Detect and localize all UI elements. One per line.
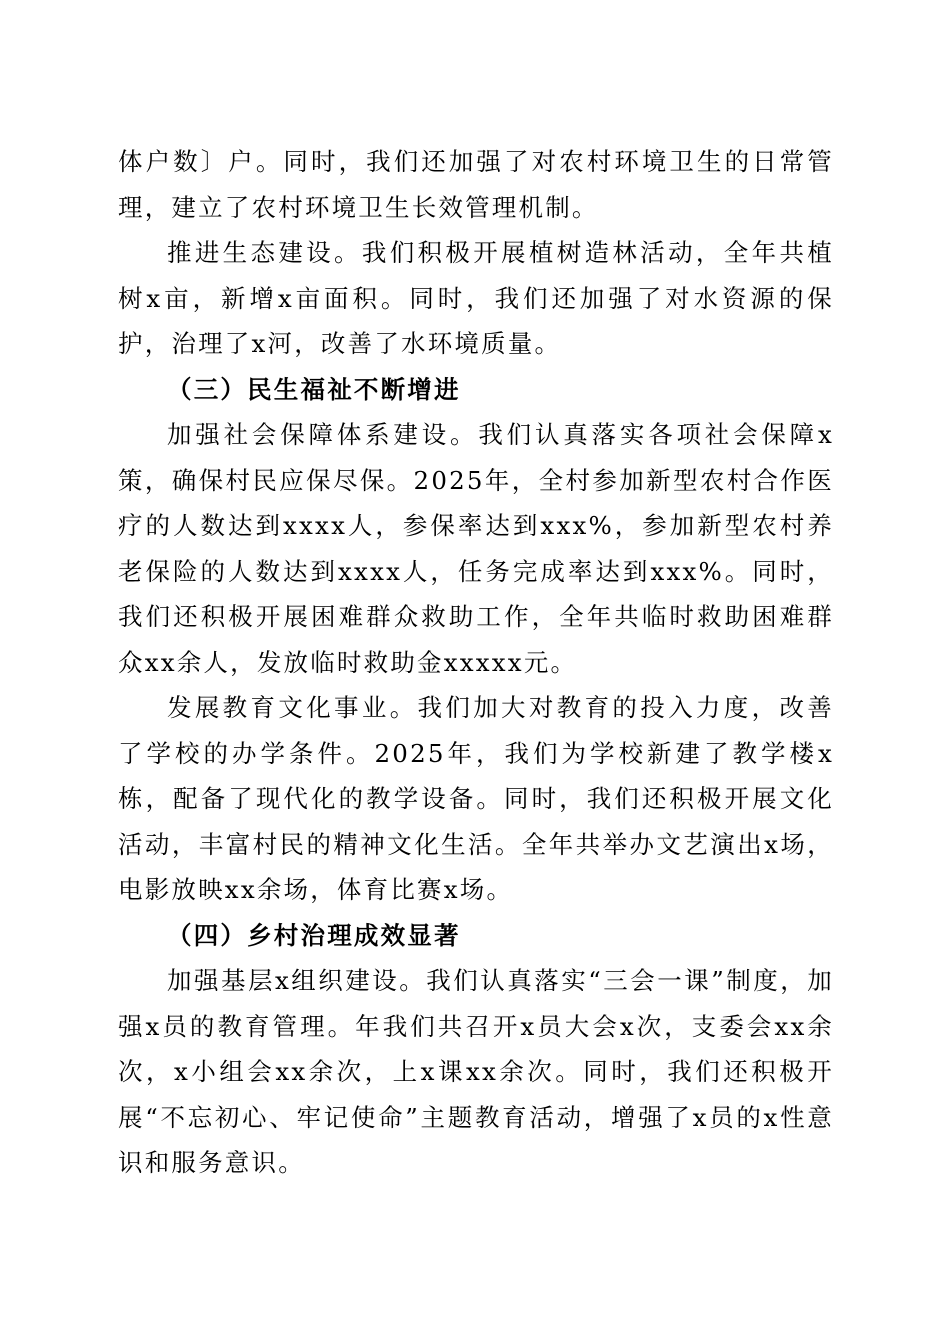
paragraph-rural-sanitation: 体户数〕户。同时，我们还加强了对农村环境卫生的日常管理，建立了农村环境卫生长效管理机制。 [118, 147, 834, 222]
paragraph-social-security: 加强社会保障体系建设。我们认真落实各项社会保障x策，确保村民应保尽保。2025年，全村参加新型农村合作医疗的人数达到xxxx人，参保率达到xxx%，参加新型农村养老保险的人数达到xxxx人，任务完成率达到xxx%。同时，我们还积极开展困难群众救助工作，全年共临时救助困难群众xx余人，发放临时救助金xxxxx元。 [118, 420, 834, 677]
paragraph-education-culture: 发展教育文化事业。我们加大对教育的投入力度，改善了学校的办学条件。2025年，我们为学校新建了教学楼x栋，配备了现代化的教学设备。同时，我们还积极开展文化活动，丰富村民的精神文化生活。全年共举办文艺演出x场，电影放映xx余场，体育比赛x场。 [118, 693, 834, 904]
paragraph-ecology: 推进生态建设。我们积极开展植树造林活动，全年共植树x亩，新增x亩面积。同时，我们还加强了对水资源的保护，治理了x河，改善了水环境质量。 [118, 238, 834, 358]
section-heading-governance: （四）乡村治理成效显著 [167, 920, 461, 950]
paragraph-grassroots-organization: 加强基层x组织建设。我们认真落实“三会一课”制度，加强x员的教育管理。年我们共召开x员大会x次，支委会xx余次，x小组会xx余次，上x课xx余次。同时，我们还积极开展“不忘初心、牢记使命”主题教育活动，增强了x员的x性意识和服务意识。 [118, 966, 834, 1177]
document-body [118, 139, 834, 1186]
section-heading-livelihood: （三）民生福祉不断增进 [167, 374, 461, 404]
